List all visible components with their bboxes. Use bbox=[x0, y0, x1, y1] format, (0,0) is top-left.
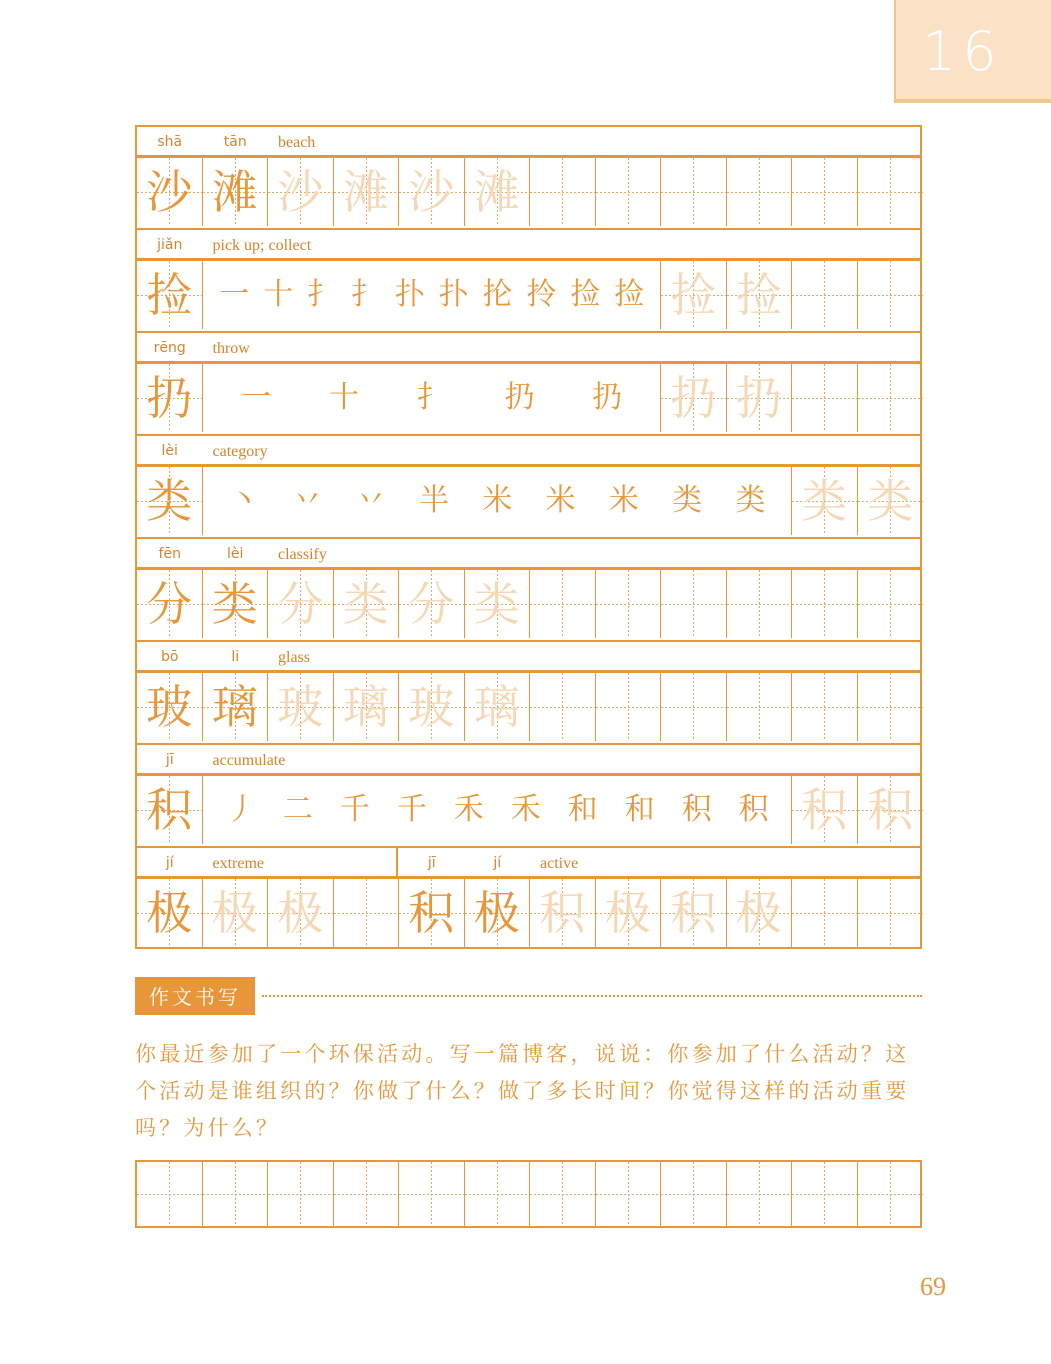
practice-cell[interactable] bbox=[596, 879, 662, 947]
writing-cell[interactable] bbox=[792, 1162, 858, 1226]
practice-character: 沙 bbox=[146, 165, 193, 219]
practice-character: 玻 bbox=[146, 680, 193, 734]
practice-cell[interactable] bbox=[792, 673, 858, 741]
practice-cell[interactable] bbox=[203, 673, 269, 741]
english-gloss: extreme bbox=[212, 855, 265, 872]
practice-cell[interactable] bbox=[596, 673, 662, 741]
practice-character: 分 bbox=[277, 577, 324, 631]
pinyin-label: li bbox=[231, 649, 240, 665]
practice-cell[interactable] bbox=[203, 158, 269, 226]
stroke-step: 米 bbox=[608, 483, 639, 518]
practice-cell[interactable] bbox=[399, 158, 465, 226]
writing-cell[interactable] bbox=[137, 1162, 203, 1226]
english-gloss: throw bbox=[212, 340, 250, 357]
english-gloss: beach bbox=[278, 134, 316, 151]
practice-cell[interactable] bbox=[334, 570, 400, 638]
writing-cell[interactable] bbox=[530, 1162, 596, 1226]
practice-cell[interactable] bbox=[661, 261, 727, 329]
practice-character: 积 bbox=[539, 886, 586, 940]
stroke-step: 米 bbox=[482, 483, 513, 518]
practice-character: 积 bbox=[867, 783, 914, 837]
writing-cell[interactable] bbox=[268, 1162, 334, 1226]
stroke-order bbox=[203, 776, 793, 844]
stroke-step: 丷 bbox=[355, 483, 386, 518]
practice-cell[interactable] bbox=[792, 261, 858, 329]
practice-character: 扔 bbox=[735, 371, 782, 425]
writing-cell[interactable] bbox=[661, 1162, 727, 1226]
practice-cell[interactable] bbox=[792, 364, 858, 432]
practice-cell[interactable] bbox=[858, 879, 924, 947]
practice-character: 类 bbox=[146, 474, 193, 528]
practice-character: 类 bbox=[801, 474, 848, 528]
practice-cell[interactable] bbox=[858, 570, 924, 638]
practice-character: 滩 bbox=[211, 165, 258, 219]
stroke-step: 扔 bbox=[504, 380, 535, 415]
stroke-step: 抡 bbox=[482, 277, 513, 312]
practice-cell[interactable] bbox=[465, 158, 531, 226]
practice-cell[interactable] bbox=[465, 673, 531, 741]
practice-cell[interactable] bbox=[727, 879, 793, 947]
practice-cell[interactable] bbox=[137, 879, 203, 947]
practice-cell[interactable] bbox=[858, 261, 924, 329]
practice-cell[interactable] bbox=[858, 364, 924, 432]
practice-cell[interactable] bbox=[792, 158, 858, 226]
practice-cell[interactable] bbox=[727, 261, 793, 329]
english-gloss: glass bbox=[278, 649, 310, 666]
practice-cell[interactable] bbox=[792, 879, 858, 947]
practice-character: 类 bbox=[473, 577, 520, 631]
stroke-step: 捡 bbox=[570, 277, 601, 312]
character-row bbox=[135, 364, 922, 434]
stroke-step: 丷 bbox=[292, 483, 323, 518]
pinyin-row bbox=[135, 125, 922, 158]
stroke-step: 半 bbox=[418, 483, 449, 518]
pinyin-label: lèi bbox=[161, 443, 178, 459]
section-divider bbox=[262, 995, 922, 997]
practice-character: 类 bbox=[867, 474, 914, 528]
practice-cell[interactable] bbox=[661, 879, 727, 947]
practice-cell[interactable] bbox=[137, 570, 203, 638]
english-gloss: classify bbox=[278, 546, 327, 563]
practice-cell[interactable] bbox=[596, 570, 662, 638]
character-row bbox=[135, 673, 922, 743]
practice-cell[interactable] bbox=[530, 570, 596, 638]
stroke-step: 一 bbox=[219, 277, 250, 312]
practice-character: 分 bbox=[146, 577, 193, 631]
practice-cell[interactable] bbox=[661, 570, 727, 638]
practice-character: 积 bbox=[670, 886, 717, 940]
pinyin-row bbox=[135, 331, 922, 364]
practice-cell[interactable] bbox=[727, 364, 793, 432]
stroke-step: 十 bbox=[329, 380, 360, 415]
stroke-step: 二 bbox=[282, 792, 313, 827]
practice-cell[interactable] bbox=[268, 673, 334, 741]
practice-cell[interactable] bbox=[268, 570, 334, 638]
practice-character: 沙 bbox=[408, 165, 455, 219]
practice-cell[interactable] bbox=[137, 776, 203, 844]
practice-character: 极 bbox=[211, 886, 258, 940]
practice-cell[interactable] bbox=[399, 879, 465, 947]
practice-character: 极 bbox=[735, 886, 782, 940]
practice-cell[interactable] bbox=[661, 673, 727, 741]
stroke-step: 类 bbox=[672, 483, 703, 518]
stroke-step: 千 bbox=[396, 792, 427, 827]
stroke-step: 十 bbox=[263, 277, 294, 312]
writing-cell[interactable] bbox=[399, 1162, 465, 1226]
pinyin-label: jī bbox=[165, 752, 174, 768]
character-practice-grid bbox=[135, 125, 922, 949]
pinyin-row bbox=[135, 434, 922, 467]
practice-cell[interactable] bbox=[661, 158, 727, 226]
writing-cell[interactable] bbox=[596, 1162, 662, 1226]
practice-cell[interactable] bbox=[727, 158, 793, 226]
character-row bbox=[135, 570, 922, 640]
practice-character: 类 bbox=[342, 577, 389, 631]
pinyin-row bbox=[135, 846, 922, 879]
stroke-step: 和 bbox=[567, 792, 598, 827]
practice-cell[interactable] bbox=[399, 673, 465, 741]
practice-cell[interactable] bbox=[203, 570, 269, 638]
stroke-step: 捡 bbox=[614, 277, 645, 312]
chapter-tab bbox=[894, 0, 1051, 103]
stroke-step: 丿 bbox=[225, 792, 256, 827]
practice-cell[interactable] bbox=[203, 879, 269, 947]
pinyin-label: bō bbox=[161, 649, 179, 665]
character-row bbox=[135, 467, 922, 537]
practice-character: 极 bbox=[146, 886, 193, 940]
stroke-step: 禾 bbox=[453, 792, 484, 827]
practice-cell[interactable] bbox=[137, 467, 203, 535]
practice-cell[interactable] bbox=[858, 673, 924, 741]
writing-cell[interactable] bbox=[334, 1162, 400, 1226]
pinyin-label: shā bbox=[157, 134, 183, 150]
stroke-step: 拎 bbox=[526, 277, 557, 312]
stroke-step: 扑 bbox=[438, 277, 469, 312]
practice-character: 璃 bbox=[473, 680, 520, 734]
practice-cell[interactable] bbox=[399, 570, 465, 638]
practice-cell[interactable] bbox=[792, 776, 858, 844]
practice-character: 捡 bbox=[670, 268, 717, 322]
stroke-step: 扔 bbox=[592, 380, 623, 415]
stroke-order bbox=[203, 467, 793, 535]
stroke-step: 扌 bbox=[350, 277, 381, 312]
practice-cell[interactable] bbox=[530, 879, 596, 947]
practice-cell[interactable] bbox=[465, 570, 531, 638]
writing-cell[interactable] bbox=[465, 1162, 531, 1226]
stroke-step: 扑 bbox=[394, 277, 425, 312]
pinyin-label: tān bbox=[223, 134, 247, 150]
practice-cell[interactable] bbox=[727, 673, 793, 741]
practice-character: 玻 bbox=[277, 680, 324, 734]
pinyin-label: jiǎn bbox=[157, 237, 183, 253]
practice-character: 滩 bbox=[342, 165, 389, 219]
stroke-step: 积 bbox=[681, 792, 712, 827]
practice-cell[interactable] bbox=[530, 673, 596, 741]
practice-cell[interactable] bbox=[137, 673, 203, 741]
english-gloss: accumulate bbox=[212, 752, 286, 769]
pinyin-label: jí bbox=[493, 855, 502, 871]
stroke-order bbox=[203, 261, 662, 329]
practice-cell[interactable] bbox=[596, 158, 662, 226]
english-gloss: pick up; collect bbox=[212, 237, 312, 254]
pinyin-label: jī bbox=[427, 855, 436, 871]
practice-character: 极 bbox=[277, 886, 324, 940]
writing-grid[interactable] bbox=[135, 1160, 922, 1228]
pinyin-divider bbox=[396, 848, 398, 876]
practice-cell[interactable] bbox=[727, 570, 793, 638]
practice-character: 分 bbox=[408, 577, 455, 631]
english-gloss: category bbox=[212, 443, 268, 460]
practice-cell[interactable] bbox=[334, 673, 400, 741]
practice-character: 扔 bbox=[670, 371, 717, 425]
stroke-step: 扌 bbox=[307, 277, 338, 312]
practice-cell[interactable] bbox=[334, 158, 400, 226]
practice-character: 璃 bbox=[342, 680, 389, 734]
stroke-step: 积 bbox=[738, 792, 769, 827]
practice-cell[interactable] bbox=[268, 158, 334, 226]
stroke-step: 米 bbox=[545, 483, 576, 518]
practice-cell[interactable] bbox=[661, 364, 727, 432]
stroke-step: 禾 bbox=[510, 792, 541, 827]
practice-cell[interactable] bbox=[792, 570, 858, 638]
pinyin-row bbox=[135, 537, 922, 570]
pinyin-row bbox=[135, 640, 922, 673]
chapter-number: 16 bbox=[922, 20, 1003, 83]
practice-character: 捡 bbox=[735, 268, 782, 322]
stroke-order bbox=[203, 364, 662, 432]
practice-character: 璃 bbox=[211, 680, 258, 734]
stroke-step: 和 bbox=[624, 792, 655, 827]
practice-character: 类 bbox=[211, 577, 258, 631]
practice-cell[interactable] bbox=[137, 158, 203, 226]
english-gloss: active bbox=[540, 855, 579, 872]
writing-cell[interactable] bbox=[727, 1162, 793, 1226]
pinyin-label: lèi bbox=[227, 546, 244, 562]
practice-cell[interactable] bbox=[137, 364, 203, 432]
practice-cell[interactable] bbox=[530, 158, 596, 226]
practice-character: 积 bbox=[408, 886, 455, 940]
section-label: 作文书写 bbox=[135, 977, 255, 1015]
stroke-step: 丶 bbox=[229, 483, 260, 518]
practice-cell[interactable] bbox=[858, 467, 924, 535]
writing-cell[interactable] bbox=[203, 1162, 269, 1226]
practice-character: 极 bbox=[473, 886, 520, 940]
stroke-step: 类 bbox=[735, 483, 766, 518]
practice-cell[interactable] bbox=[465, 879, 531, 947]
character-row bbox=[135, 261, 922, 331]
pinyin-label: rēng bbox=[153, 340, 186, 356]
practice-cell[interactable] bbox=[268, 879, 334, 947]
character-row bbox=[135, 158, 922, 228]
practice-character: 玻 bbox=[408, 680, 455, 734]
page-number: 69 bbox=[920, 1272, 946, 1301]
stroke-step: 千 bbox=[339, 792, 370, 827]
stroke-step: 扌 bbox=[416, 380, 447, 415]
practice-character: 捡 bbox=[146, 268, 193, 322]
writing-prompt: 你最近参加了一个环保活动。写一篇博客，说说：你参加了什么活动？这个活动是谁组织的？你做了什么？做了多长时间？你觉得这样的活动重要吗？为什么？ bbox=[135, 1042, 910, 1140]
practice-character: 积 bbox=[801, 783, 848, 837]
pinyin-label: jí bbox=[165, 855, 174, 871]
pinyin-row bbox=[135, 743, 922, 776]
practice-character: 极 bbox=[604, 886, 651, 940]
stroke-step: 一 bbox=[241, 380, 272, 415]
pinyin-row bbox=[135, 228, 922, 261]
pinyin-label: fēn bbox=[158, 546, 181, 562]
character-row bbox=[135, 879, 922, 949]
practice-cell[interactable] bbox=[137, 261, 203, 329]
writing-cell[interactable] bbox=[858, 1162, 924, 1226]
character-row bbox=[135, 776, 922, 846]
practice-cell[interactable] bbox=[792, 467, 858, 535]
practice-character: 积 bbox=[146, 783, 193, 837]
practice-cell[interactable] bbox=[858, 776, 924, 844]
practice-character: 滩 bbox=[473, 165, 520, 219]
practice-character: 扔 bbox=[146, 371, 193, 425]
practice-cell[interactable] bbox=[334, 879, 400, 947]
practice-character: 沙 bbox=[277, 165, 324, 219]
practice-cell[interactable] bbox=[858, 158, 924, 226]
